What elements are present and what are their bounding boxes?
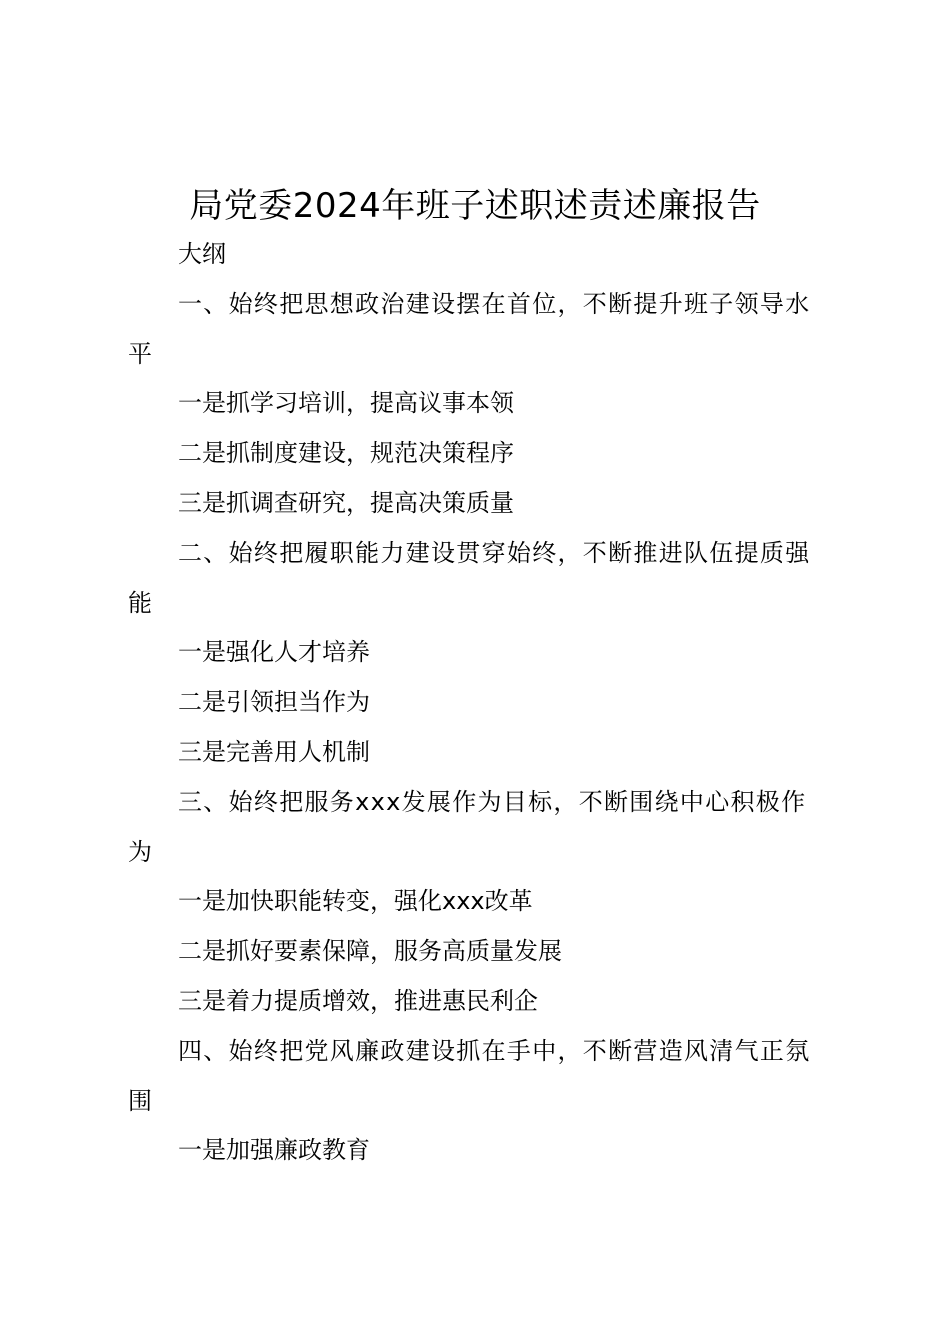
section-4-heading: 四、始终把党风廉政建设抓在手中，不断营造风清气正氛 (178, 1036, 811, 1065)
document-title: 局党委2024年班子述职述责述廉报告 (189, 186, 761, 226)
outline-label: 大纲 (178, 240, 226, 268)
section-3-item: 二是抓好要素保障，服务高质量发展 (178, 937, 562, 966)
section-1-item: 三是抓调查研究，提高决策质量 (178, 488, 514, 517)
section-1-heading: 一、始终把思想政治建设摆在首位，不断提升班子领导水 (178, 289, 811, 318)
section-2-item: 二是引领担当作为 (178, 688, 370, 717)
section-4-item: 一是加强廉政教育 (178, 1136, 370, 1165)
section-1-heading-wrap: 平 (128, 339, 152, 368)
document-body (128, 230, 832, 1176)
section-3-item: 三是着力提质增效，推进惠民利企 (178, 986, 538, 1015)
section-2-heading-wrap: 能 (128, 588, 152, 617)
section-1-item: 一是抓学习培训，提高议事本领 (178, 389, 514, 418)
section-2-item: 三是完善用人机制 (178, 737, 370, 766)
section-4-heading-wrap: 围 (128, 1086, 152, 1115)
section-3-item: 一是加快职能转变，强化xxx改革 (178, 887, 533, 916)
section-3-heading: 三、始终把服务xxx发展作为目标，不断围绕中心积极作 (178, 787, 807, 816)
section-2-heading: 二、始终把履职能力建设贯穿始终，不断推进队伍提质强 (178, 538, 811, 567)
section-1-item: 二是抓制度建设，规范决策程序 (178, 439, 514, 468)
section-3-heading-wrap: 为 (128, 837, 152, 866)
section-2-item: 一是强化人才培养 (178, 638, 370, 667)
